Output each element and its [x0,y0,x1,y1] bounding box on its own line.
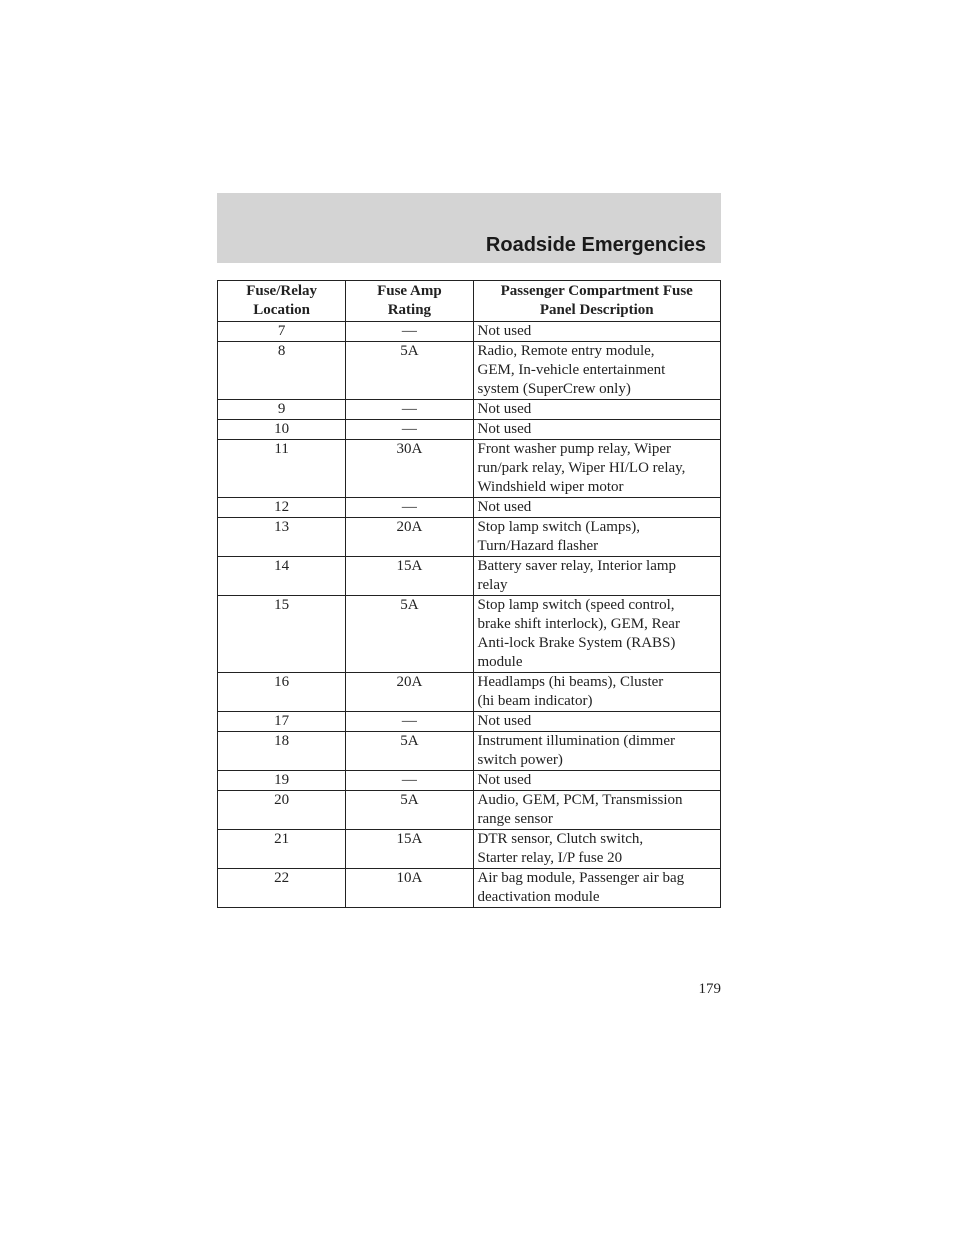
fuse-rating-cell: 15A [346,830,473,869]
fuse-description-cell [473,400,721,420]
fuse-description-cell [473,673,721,712]
description-line: Headlamps (hi beams), Cluster [477,674,664,690]
table-row [218,420,721,440]
column-header-text: Panel Description [539,302,654,318]
fuse-rating-cell: 30A [346,440,473,498]
fuse-table [217,280,721,908]
description-line: relay [477,577,508,593]
fuse-location-cell: 21 [218,830,346,869]
description-line: Turn/Hazard flasher [477,538,599,554]
fuse-description-cell [473,557,721,596]
table-row [218,673,721,712]
column-header-text: Location [253,302,310,318]
description-line: (hi beam indicator) [477,693,593,709]
description-line: Audio, GEM, PCM, Transmission [477,792,683,808]
table-body [218,322,721,908]
fuse-rating-cell: 5A [346,732,473,771]
fuse-description-cell [473,732,721,771]
column-header-text: Rating [387,302,432,318]
table-row [218,498,721,518]
fuse-location-cell: 11 [218,440,346,498]
table-row [218,400,721,420]
fuse-location-cell: 22 [218,869,346,908]
description-line: system (SuperCrew only) [477,381,631,397]
description-line: deactivation module [477,889,600,905]
description-line: Stop lamp switch (Lamps), [477,519,640,535]
fuse-rating-cell: 5A [346,342,473,400]
fuse-location-cell: 10 [218,420,346,440]
description-line: module [477,654,523,670]
fuse-location-cell: 12 [218,498,346,518]
table-row [218,596,721,673]
fuse-rating-cell: — [346,400,473,420]
table-row [218,791,721,830]
column-header-text: Fuse/Relay [246,283,318,299]
fuse-description-cell [473,830,721,869]
description-line: Not used [477,401,532,417]
table-row [218,342,721,400]
fuse-description-cell [473,342,721,400]
description-line: Front washer pump relay, Wiper [477,441,672,457]
table-row [218,322,721,342]
description-line: Radio, Remote entry module, [477,343,655,359]
table-row [218,712,721,732]
description-line: Not used [477,499,532,515]
column-header-description [473,281,721,322]
fuse-description-cell [473,791,721,830]
table-row [218,830,721,869]
column-header-text: Fuse Amp [377,283,442,299]
table-row [218,557,721,596]
description-line: Not used [477,772,532,788]
description-line: Not used [477,323,532,339]
fuse-description-cell [473,518,721,557]
column-header-text: Passenger Compartment Fuse [500,283,693,299]
description-line: DTR sensor, Clutch switch, [477,831,644,847]
fuse-location-cell: 19 [218,771,346,791]
fuse-rating-cell: — [346,712,473,732]
section-title: Roadside Emergencies [485,234,706,256]
fuse-description-cell [473,420,721,440]
page-number: 179 [698,981,721,997]
section-header-band [217,193,721,263]
fuse-description-cell [473,498,721,518]
description-line: Air bag module, Passenger air bag [477,870,685,886]
fuse-rating-cell: 15A [346,557,473,596]
table-row [218,518,721,557]
description-line: Anti-lock Brake System (RABS) [477,635,676,651]
table-row [218,440,721,498]
description-line: Starter relay, I/P fuse 20 [477,850,623,866]
fuse-location-cell: 16 [218,673,346,712]
description-line: run/park relay, Wiper HI/LO relay, [477,460,686,476]
fuse-rating-cell: 5A [346,791,473,830]
fuse-description-cell [473,596,721,673]
description-line: Not used [477,713,532,729]
fuse-rating-cell: — [346,771,473,791]
description-line: Stop lamp switch (speed control, [477,597,675,613]
description-line: Battery saver relay, Interior lamp [477,558,677,574]
fuse-rating-cell: — [346,322,473,342]
description-line: switch power) [477,752,563,768]
fuse-location-cell: 15 [218,596,346,673]
fuse-location-cell: 13 [218,518,346,557]
description-line: Not used [477,421,532,437]
fuse-location-cell: 7 [218,322,346,342]
table-header-row [218,281,721,322]
fuse-rating-cell: 10A [346,869,473,908]
fuse-location-cell: 17 [218,712,346,732]
fuse-location-cell: 9 [218,400,346,420]
table-row [218,771,721,791]
description-line: Instrument illumination (dimmer [477,733,675,749]
fuse-location-cell: 18 [218,732,346,771]
description-line: brake shift interlock), GEM, Rear [477,616,680,632]
fuse-rating-cell: 20A [346,673,473,712]
table-row [218,869,721,908]
description-line: Windshield wiper motor [477,479,624,495]
description-line: GEM, In-vehicle entertainment [477,362,666,378]
description-line: range sensor [477,811,553,827]
fuse-description-cell [473,771,721,791]
fuse-rating-cell: — [346,420,473,440]
fuse-description-cell [473,869,721,908]
fuse-rating-cell: 5A [346,596,473,673]
table-row [218,732,721,771]
fuse-description-cell [473,322,721,342]
fuse-description-cell [473,712,721,732]
fuse-location-cell: 8 [218,342,346,400]
fuse-rating-cell: — [346,498,473,518]
column-header-location [218,281,346,322]
fuse-location-cell: 20 [218,791,346,830]
fuse-rating-cell: 20A [346,518,473,557]
column-header-rating [346,281,473,322]
fuse-description-cell [473,440,721,498]
fuse-location-cell: 14 [218,557,346,596]
